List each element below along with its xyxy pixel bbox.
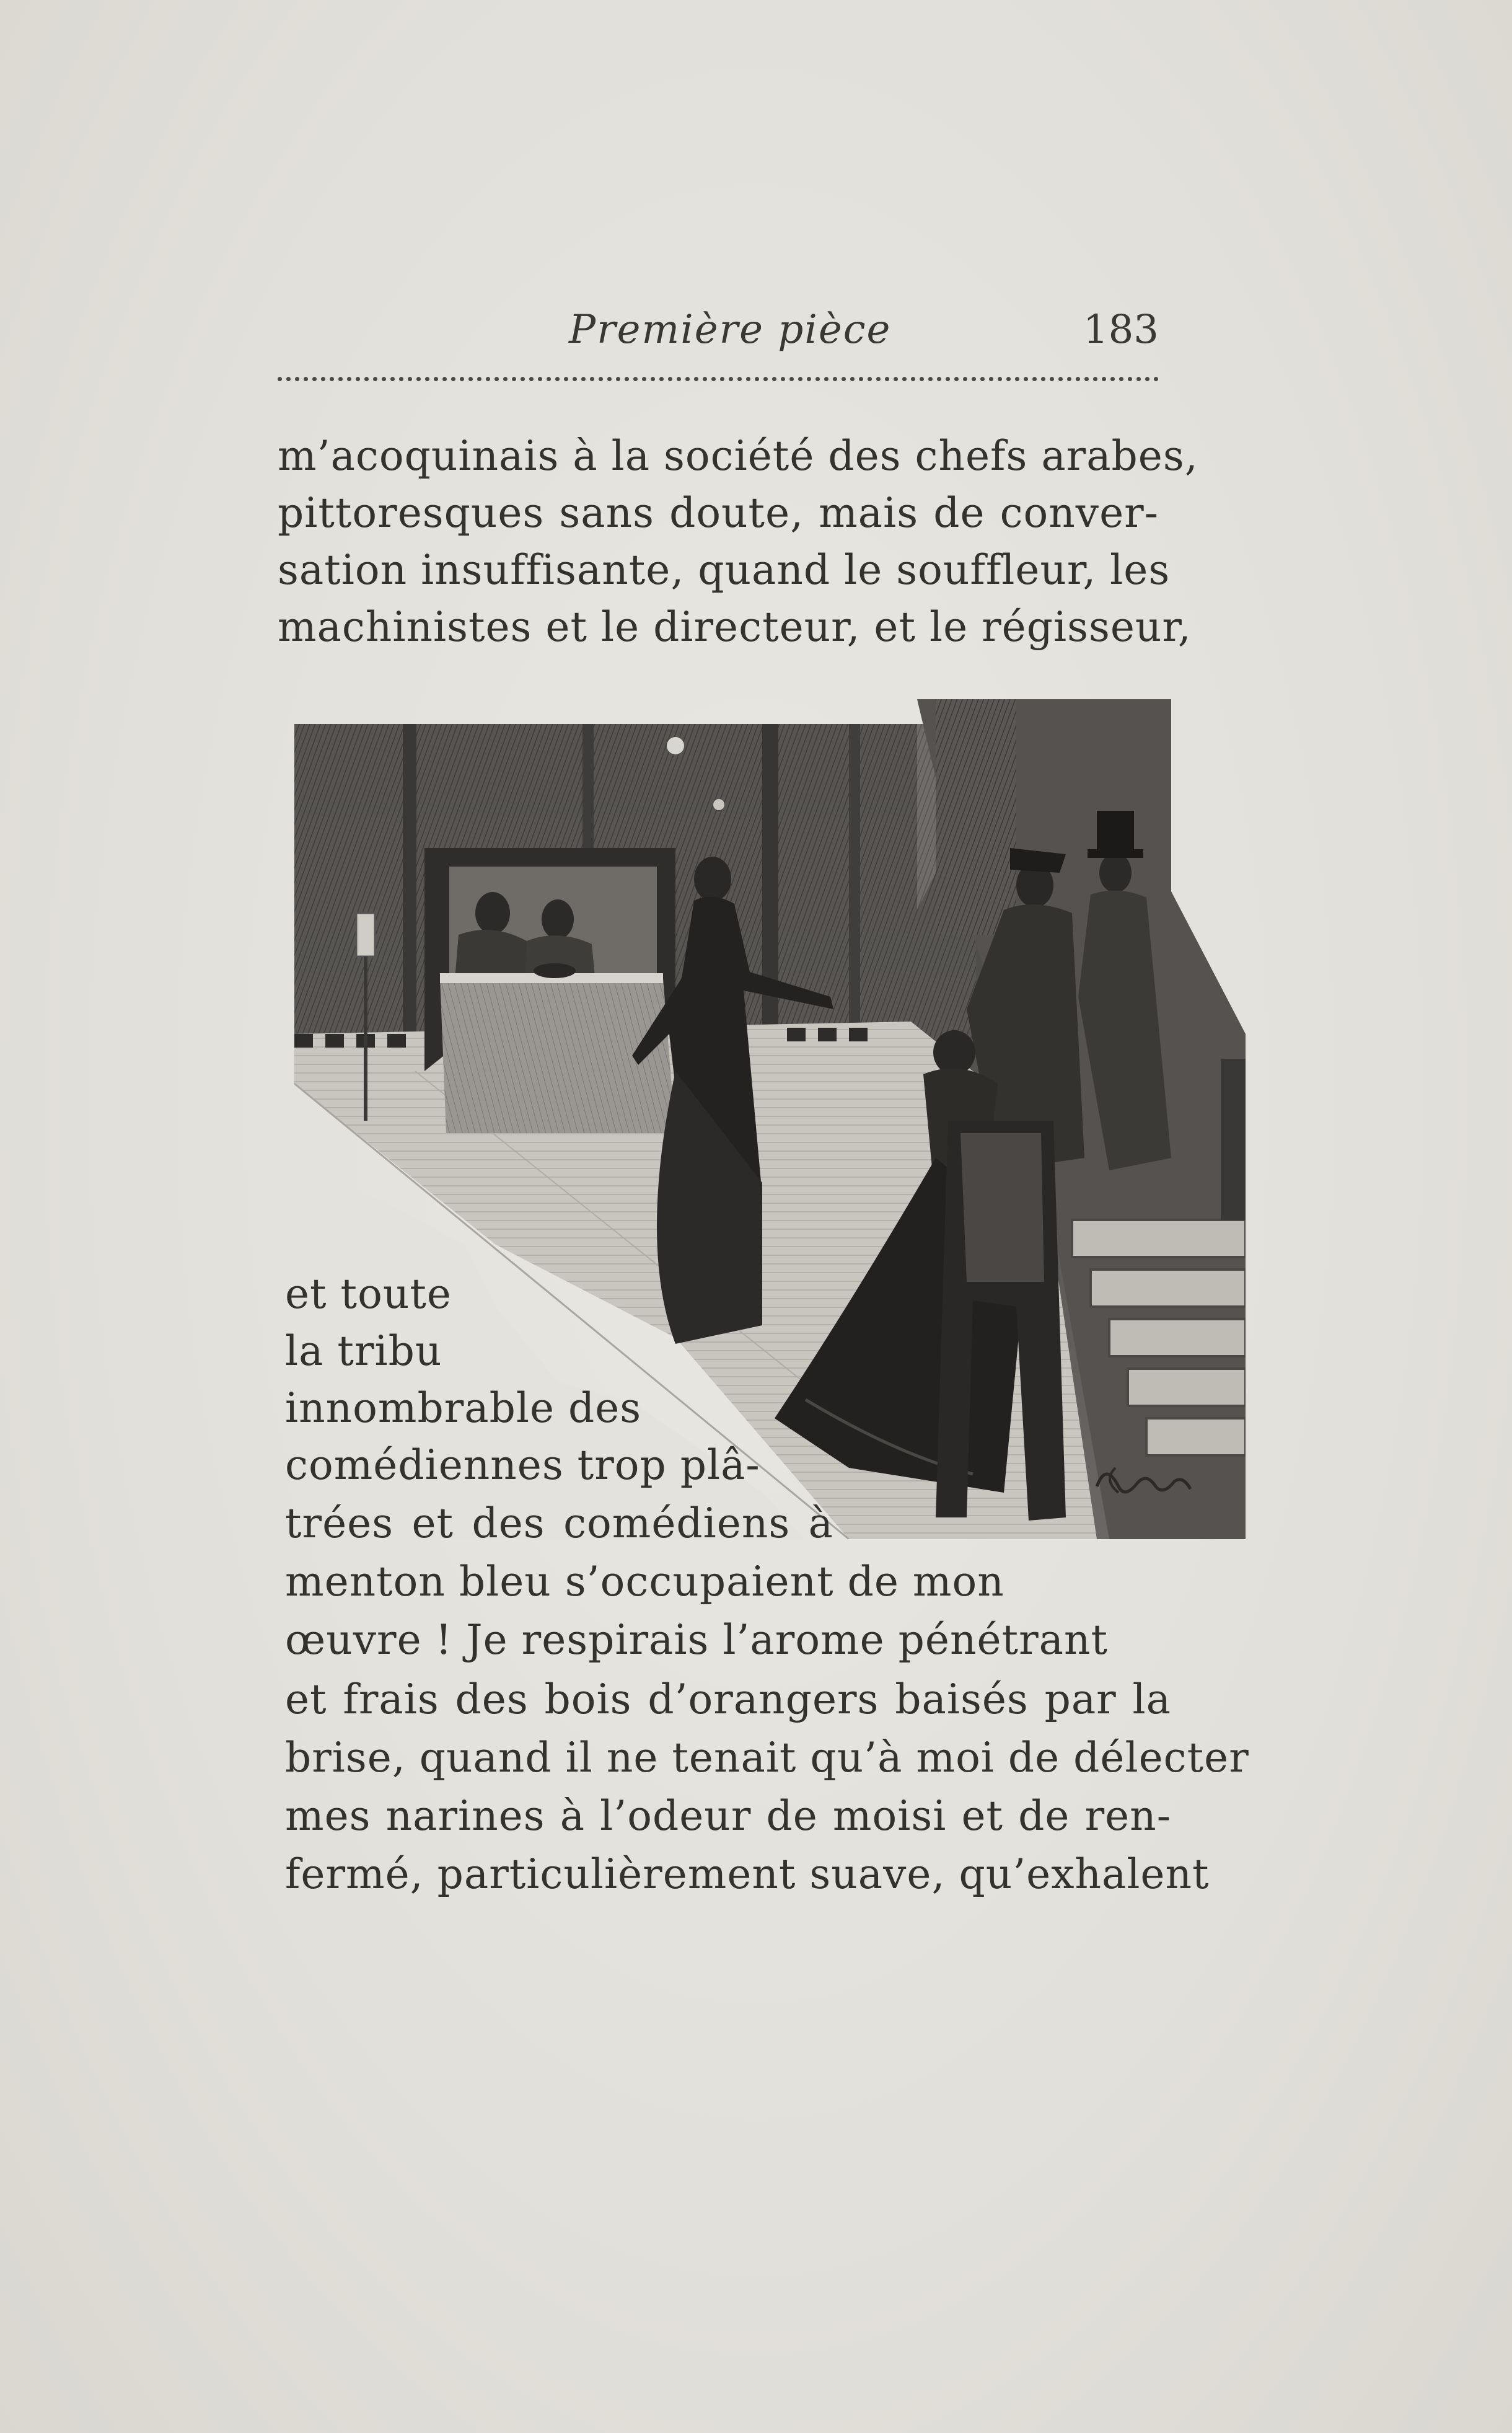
page-number: 183 [1083, 307, 1159, 353]
text-line: fermé, particulièrement suave, qu’exhalent [285, 1850, 1210, 1898]
text-line: trées et des comédiens à [285, 1499, 833, 1547]
text-line: œuvre ! Je respirais l’arome pénétrant [285, 1616, 1108, 1664]
running-title: Première pièce [569, 307, 892, 353]
text-line: mes narines à l’odeur de moisi et de ren- [285, 1792, 1171, 1840]
text-line: brise, quand il ne tenait qu’à moi de délecter [285, 1734, 1249, 1782]
text-line: menton bleu s’occupaient de mon [285, 1558, 1004, 1605]
text-line: pittoresques sans doute, mais de conver- [278, 489, 1159, 537]
text-line: sation insuffisante, quand le souffleur, les [278, 546, 1171, 594]
text-line: et toute [285, 1270, 452, 1318]
running-head [278, 307, 1159, 363]
text-line: comédiennes trop plâ- [285, 1441, 760, 1489]
text-line: innombrable des [285, 1384, 642, 1432]
text-line: m’acoquinais à la société des chefs arabes, [278, 432, 1198, 480]
text-line: la tribu [285, 1327, 442, 1375]
header-rule [278, 377, 1159, 381]
text-line: et frais des bois d’orangers baisés par la [285, 1676, 1171, 1723]
text-line: machinistes et le directeur, et le régisseur, [278, 603, 1192, 651]
